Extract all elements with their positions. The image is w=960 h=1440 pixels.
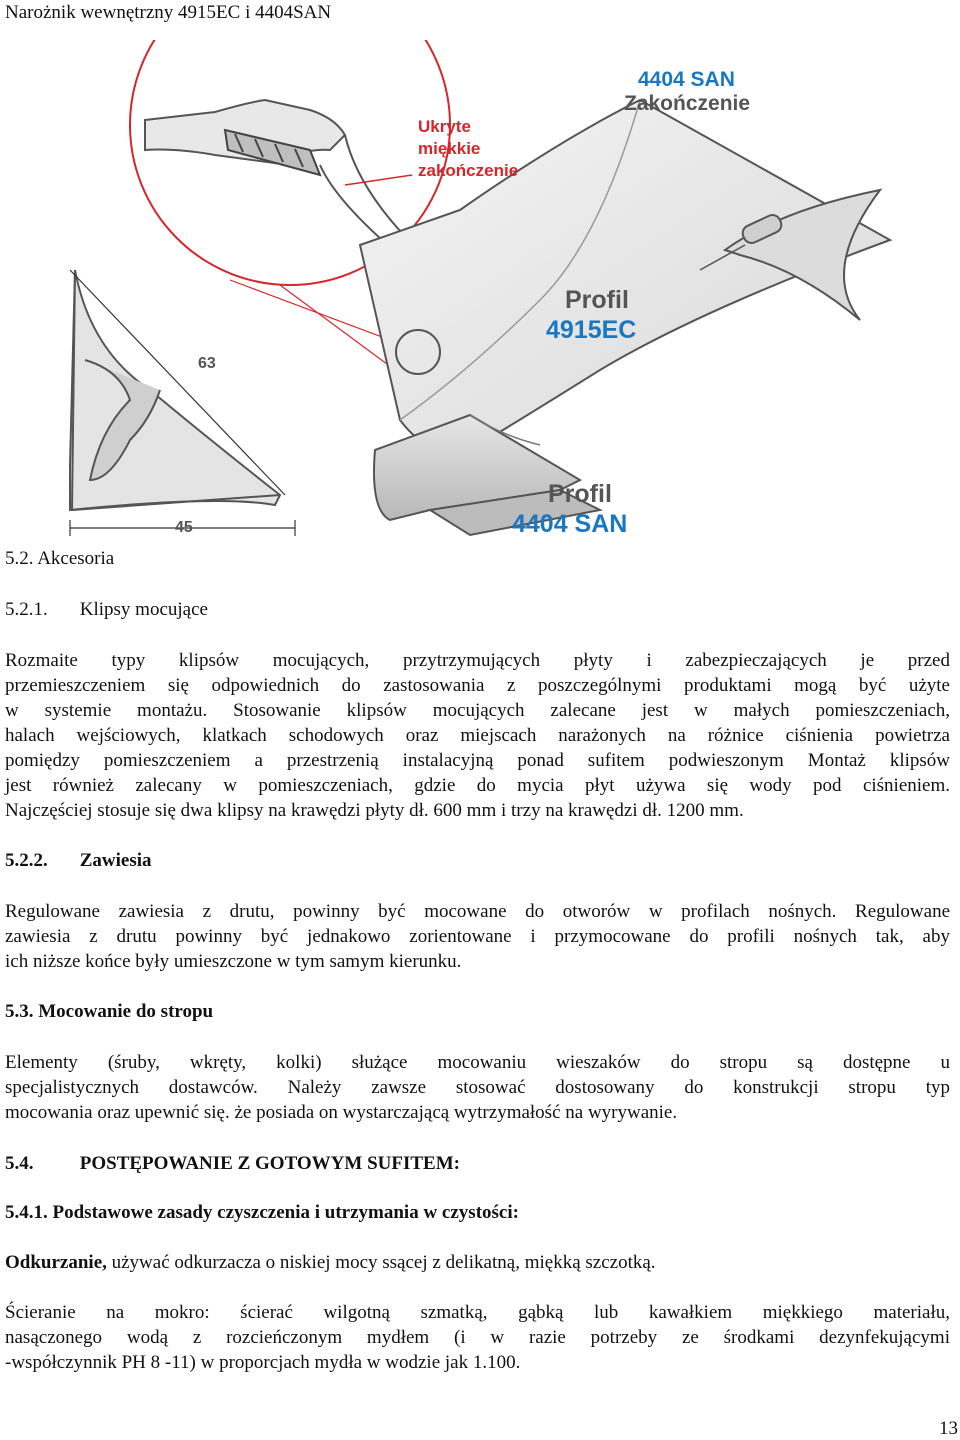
section-title: Mocowanie do stropu: [38, 1001, 214, 1022]
dimension-45: 45: [175, 519, 193, 536]
section-title: POSTĘPOWANIE Z GOTOWYM SUFITEM:: [79, 1153, 460, 1174]
paragraph-scieranie: [5, 1300, 950, 1375]
paragraph-odkurzanie: [5, 1250, 950, 1275]
text-line: Ścieranie na mokro: ścierać wilgotną szmatką, gąbką lub kawałkiem miękkiego materiału,: [5, 1302, 950, 1323]
section-5-2-heading: [5, 546, 950, 571]
section-title: Zawiesia: [79, 850, 152, 871]
section-5-3-heading: [5, 999, 950, 1024]
text-line: ich niższe końce były umieszczone w tym samym kierunku.: [5, 951, 462, 972]
label-ukryte-line2: miękkie: [418, 139, 481, 158]
section-number: 5.4.: [5, 1153, 34, 1174]
section-5-2-2-heading: [5, 848, 950, 873]
text-line: zawiesia z drutu powinny być jednakowo zorientowane i przymocowane do profili nośnych tak, aby: [5, 926, 950, 947]
section-5-4-heading: [5, 1151, 950, 1176]
paragraph-zawiesia: [5, 899, 950, 974]
text-line: -współczynnik PH 8 -11) w proporcjach mydła w wodzie jak 1.100.: [5, 1352, 521, 1373]
text-line: halach wejściowych, klatkach schodowych oraz miejscach narażonych na różnice ciśnienia powietrza: [5, 725, 950, 746]
paragraph-klipsy: [5, 648, 950, 823]
text-line: przemieszczeniem się odpowiednich do zastosowania z poszczególnymi produktami mogą być użyte: [5, 675, 950, 696]
text-line: Rozmaite typy klipsów mocujących, przytrzymujących płyty i zabezpieczających je przed: [5, 650, 950, 671]
label-ukryte-line3: zakończenie: [418, 161, 519, 180]
text-line: Najczęściej stosuje się dwa klipsy na krawędzi płyty dł. 600 mm i trzy na krawędzi dł. 1200 mm.: [5, 800, 744, 821]
section-number: 5.2.2.: [5, 850, 48, 871]
label-profil-4915-line2: 4915EC: [546, 316, 637, 344]
label-ukryte-line1: Ukryte: [418, 117, 471, 136]
text-line: Elementy (śruby, wkręty, kolki) służące mocowaniu wieszaków do stropu są dostępne u: [5, 1052, 950, 1073]
text-line: specjalistycznych dostawców. Należy zawsze stosować dostosowany do konstrukcji stropu typ: [5, 1077, 950, 1098]
text-line: mocowania oraz upewnić się. że posiada on wystarczającą wytrzymałość na wyrywanie.: [5, 1102, 678, 1123]
section-title: Akcesoria: [37, 548, 115, 569]
text-line: jest również zalecany w pomieszczeniach, gdzie do mycia płyt używa się wody pod ciśnieniem.: [5, 775, 950, 796]
section-5-4-1-heading: [5, 1200, 950, 1225]
section-number: 5.2.1.: [5, 599, 48, 620]
section-title: Klipsy mocujące: [79, 599, 208, 620]
text-line: pomiędzy pomieszczeniem a przestrzenią instalacyjną ponad sufitem podwieszonym Montaż klipsów: [5, 750, 950, 771]
label-4404-line2: Zakończenie: [624, 92, 751, 115]
section-number: 5.3.: [5, 1001, 34, 1022]
section-title: Podstawowe zasady czyszczenia i utrzymania w czystości:: [52, 1202, 519, 1223]
profile-cross-section: [70, 270, 295, 536]
section-number: 5.4.1.: [5, 1202, 48, 1223]
label-profil-4404-line1: Profil: [548, 480, 612, 508]
page-header: Narożnik wewnętrzny 4915EC i 4404SAN: [5, 2, 332, 23]
text-line: nasączonego wodą z rozcieńczonym mydłem (i w razie potrzeby ze środkami dezynfekującymi: [5, 1327, 950, 1348]
label-profil-4915-line1: Profil: [565, 286, 629, 314]
section-5-2-1-heading: [5, 597, 950, 622]
label-4404-line1: 4404 SAN: [638, 68, 735, 91]
text-line: Regulowane zawiesia z drutu, powinny być mocowane do otworów w profilach nośnych. Regulowane: [5, 901, 950, 922]
odkurzanie-label: Odkurzanie,: [5, 1252, 107, 1273]
odkurzanie-text: używać odkurzacza o niskiej mocy ssącej z delikatną, miękką szczotką.: [106, 1252, 656, 1273]
dimension-63: 63: [198, 355, 216, 372]
profile-diagram: [0, 40, 960, 570]
paragraph-mocowanie: [5, 1050, 950, 1125]
label-profil-4404-line2: 4404 SAN: [512, 510, 628, 538]
text-line: w systemie montażu. Stosowanie klipsów mocujących zalecane jest w małych pomieszczeniach,: [5, 700, 950, 721]
section-number: 5.2.: [5, 548, 34, 569]
page-number: 13: [939, 1418, 958, 1439]
